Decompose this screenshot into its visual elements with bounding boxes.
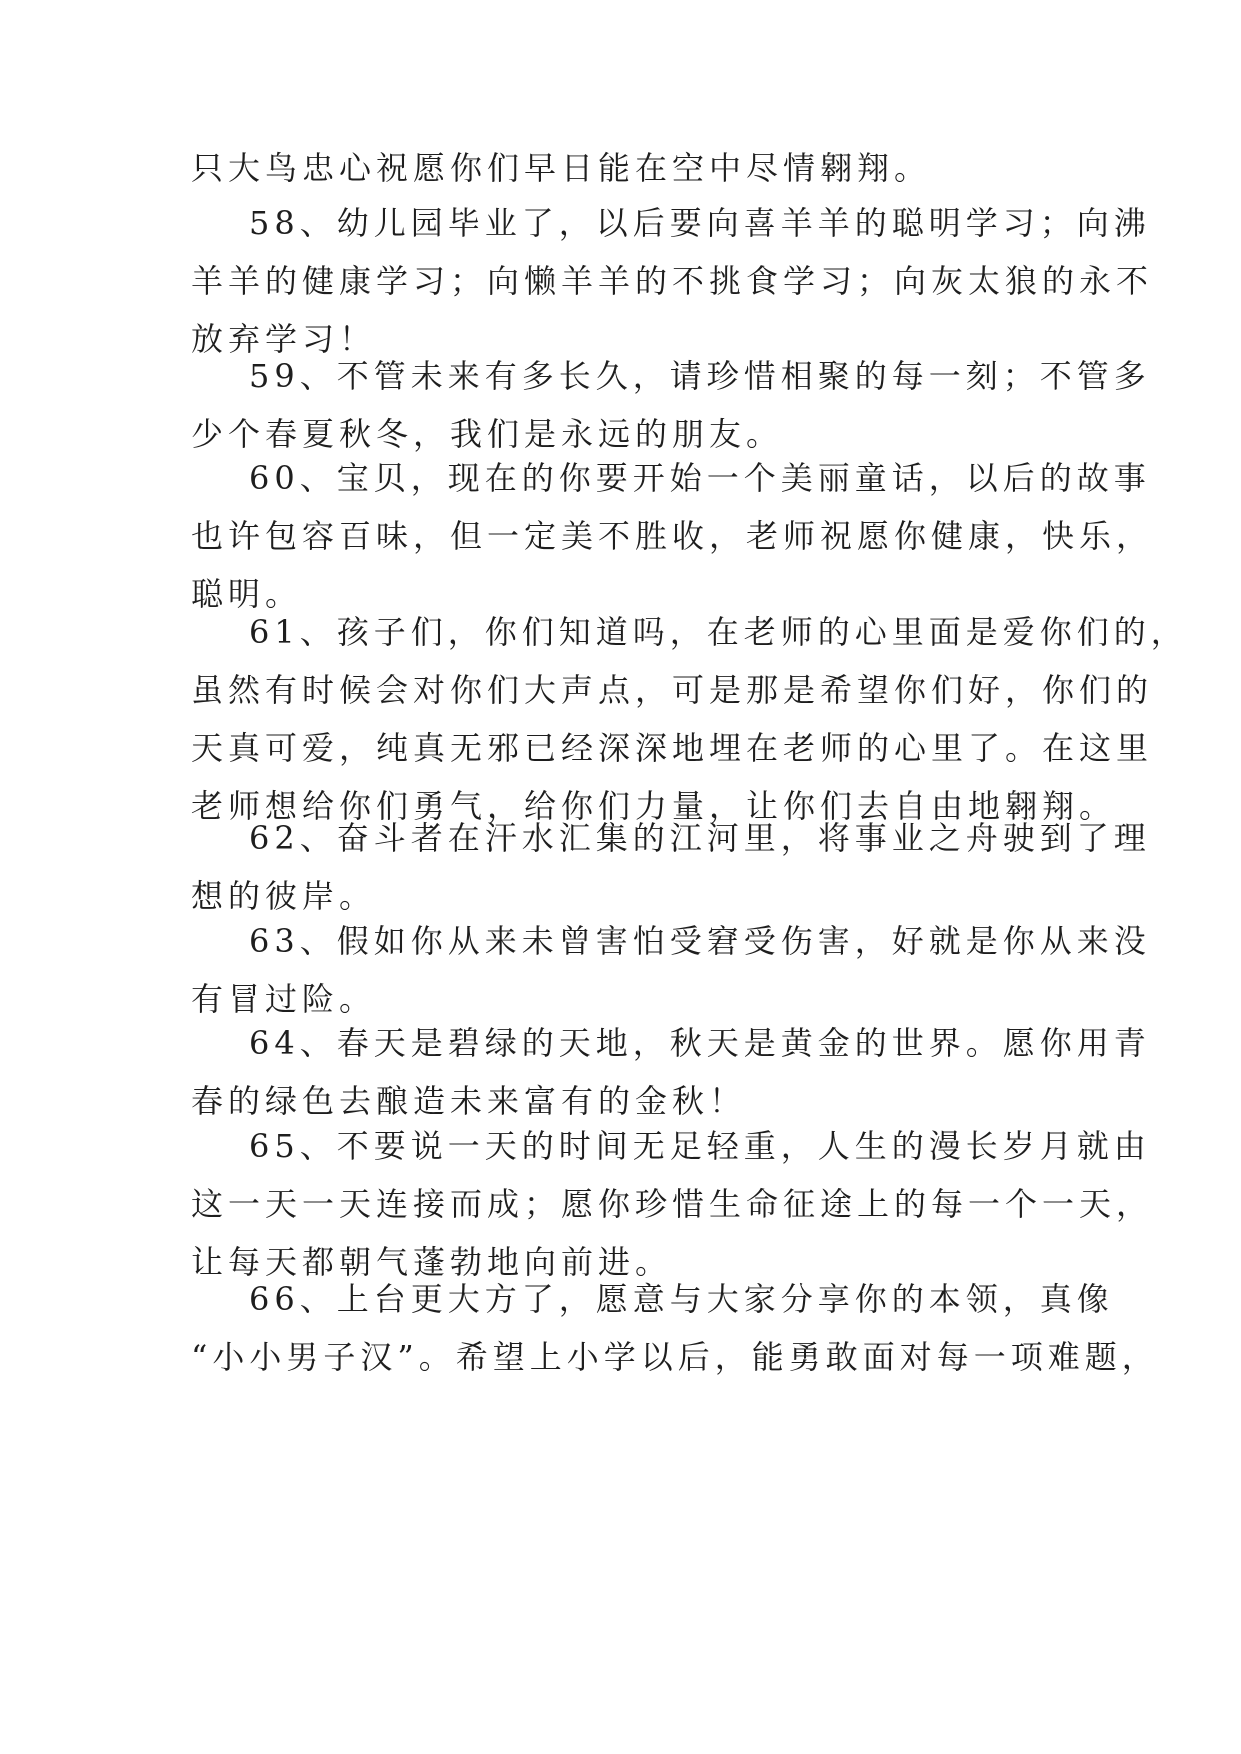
text-line: 58、幼儿园毕业了，以后要向喜羊羊的聪明学习；向沸 <box>249 204 1151 242</box>
paragraph-59 <box>191 347 1151 463</box>
text-line: 65、不要说一天的时间无足轻重，人生的漫长岁月就由 <box>249 1127 1151 1165</box>
text-line: 羊羊的健康学习；向懒羊羊的不挑食学习；向灰太狼的永不 <box>191 262 1154 300</box>
paragraph-57-continued <box>191 139 1051 197</box>
text-line: 春的绿色去酿造未来富有的金秋！ <box>191 1082 747 1120</box>
text-line: 只大鸟忠心祝愿你们早日能在空中尽情翱翔。 <box>191 149 932 187</box>
paragraph-66 <box>191 1270 1159 1386</box>
text-line: 60、宝贝，现在的你要开始一个美丽童话，以后的故事 <box>249 459 1151 497</box>
text-line: 也许包容百味，但一定美不胜收，老师祝愿你健康，快乐， <box>191 517 1154 555</box>
text-line: 少个春夏秋冬，我们是永远的朋友。 <box>191 415 784 453</box>
text-line: 老师想给你们勇气，给你们力量，让你们去自由地翱翔。 <box>191 787 1117 825</box>
text-line: 想的彼岸。 <box>191 877 377 915</box>
text-line: 天真可爱，纯真无邪已经深深地埋在老师的心里了。在这里 <box>191 729 1154 767</box>
paragraph-63 <box>191 912 1151 1028</box>
paragraph-64 <box>191 1014 1151 1130</box>
paragraph-60 <box>191 449 1154 623</box>
text-line: 虽然有时候会对你们大声点，可是那是希望你们好，你们的 <box>191 671 1154 709</box>
paragraph-62 <box>191 809 1151 925</box>
text-line: 放弃学习！ <box>191 320 377 358</box>
text-line: “小小男子汉”。希望上小学以后，能勇敢面对每一项难题， <box>191 1338 1159 1376</box>
text-line: 64、春天是碧绿的天地，秋天是黄金的世界。愿你用青 <box>249 1024 1151 1062</box>
text-line: 让每天都朝气蓬勃地向前进。 <box>191 1243 673 1281</box>
text-line: 有冒过险。 <box>191 980 377 1018</box>
paragraph-58 <box>191 194 1154 368</box>
text-line: 62、奋斗者在汗水汇集的江河里，将事业之舟驶到了理 <box>249 819 1151 857</box>
paragraph-61 <box>191 603 1188 835</box>
text-line: 63、假如你从来未曾害怕受窘受伤害，好就是你从来没 <box>249 922 1151 960</box>
text-line: 聪明。 <box>191 575 303 613</box>
paragraph-65 <box>191 1117 1154 1291</box>
text-line: 61、孩子们，你们知道吗，在老师的心里面是爱你们的， <box>249 613 1188 651</box>
text-line: 66、上台更大方了，愿意与大家分享你的本领，真像 <box>249 1280 1114 1318</box>
text-line: 59、不管未来有多长久，请珍惜相聚的每一刻；不管多 <box>249 357 1151 395</box>
text-line: 这一天一天连接而成；愿你珍惜生命征途上的每一个一天， <box>191 1185 1154 1223</box>
